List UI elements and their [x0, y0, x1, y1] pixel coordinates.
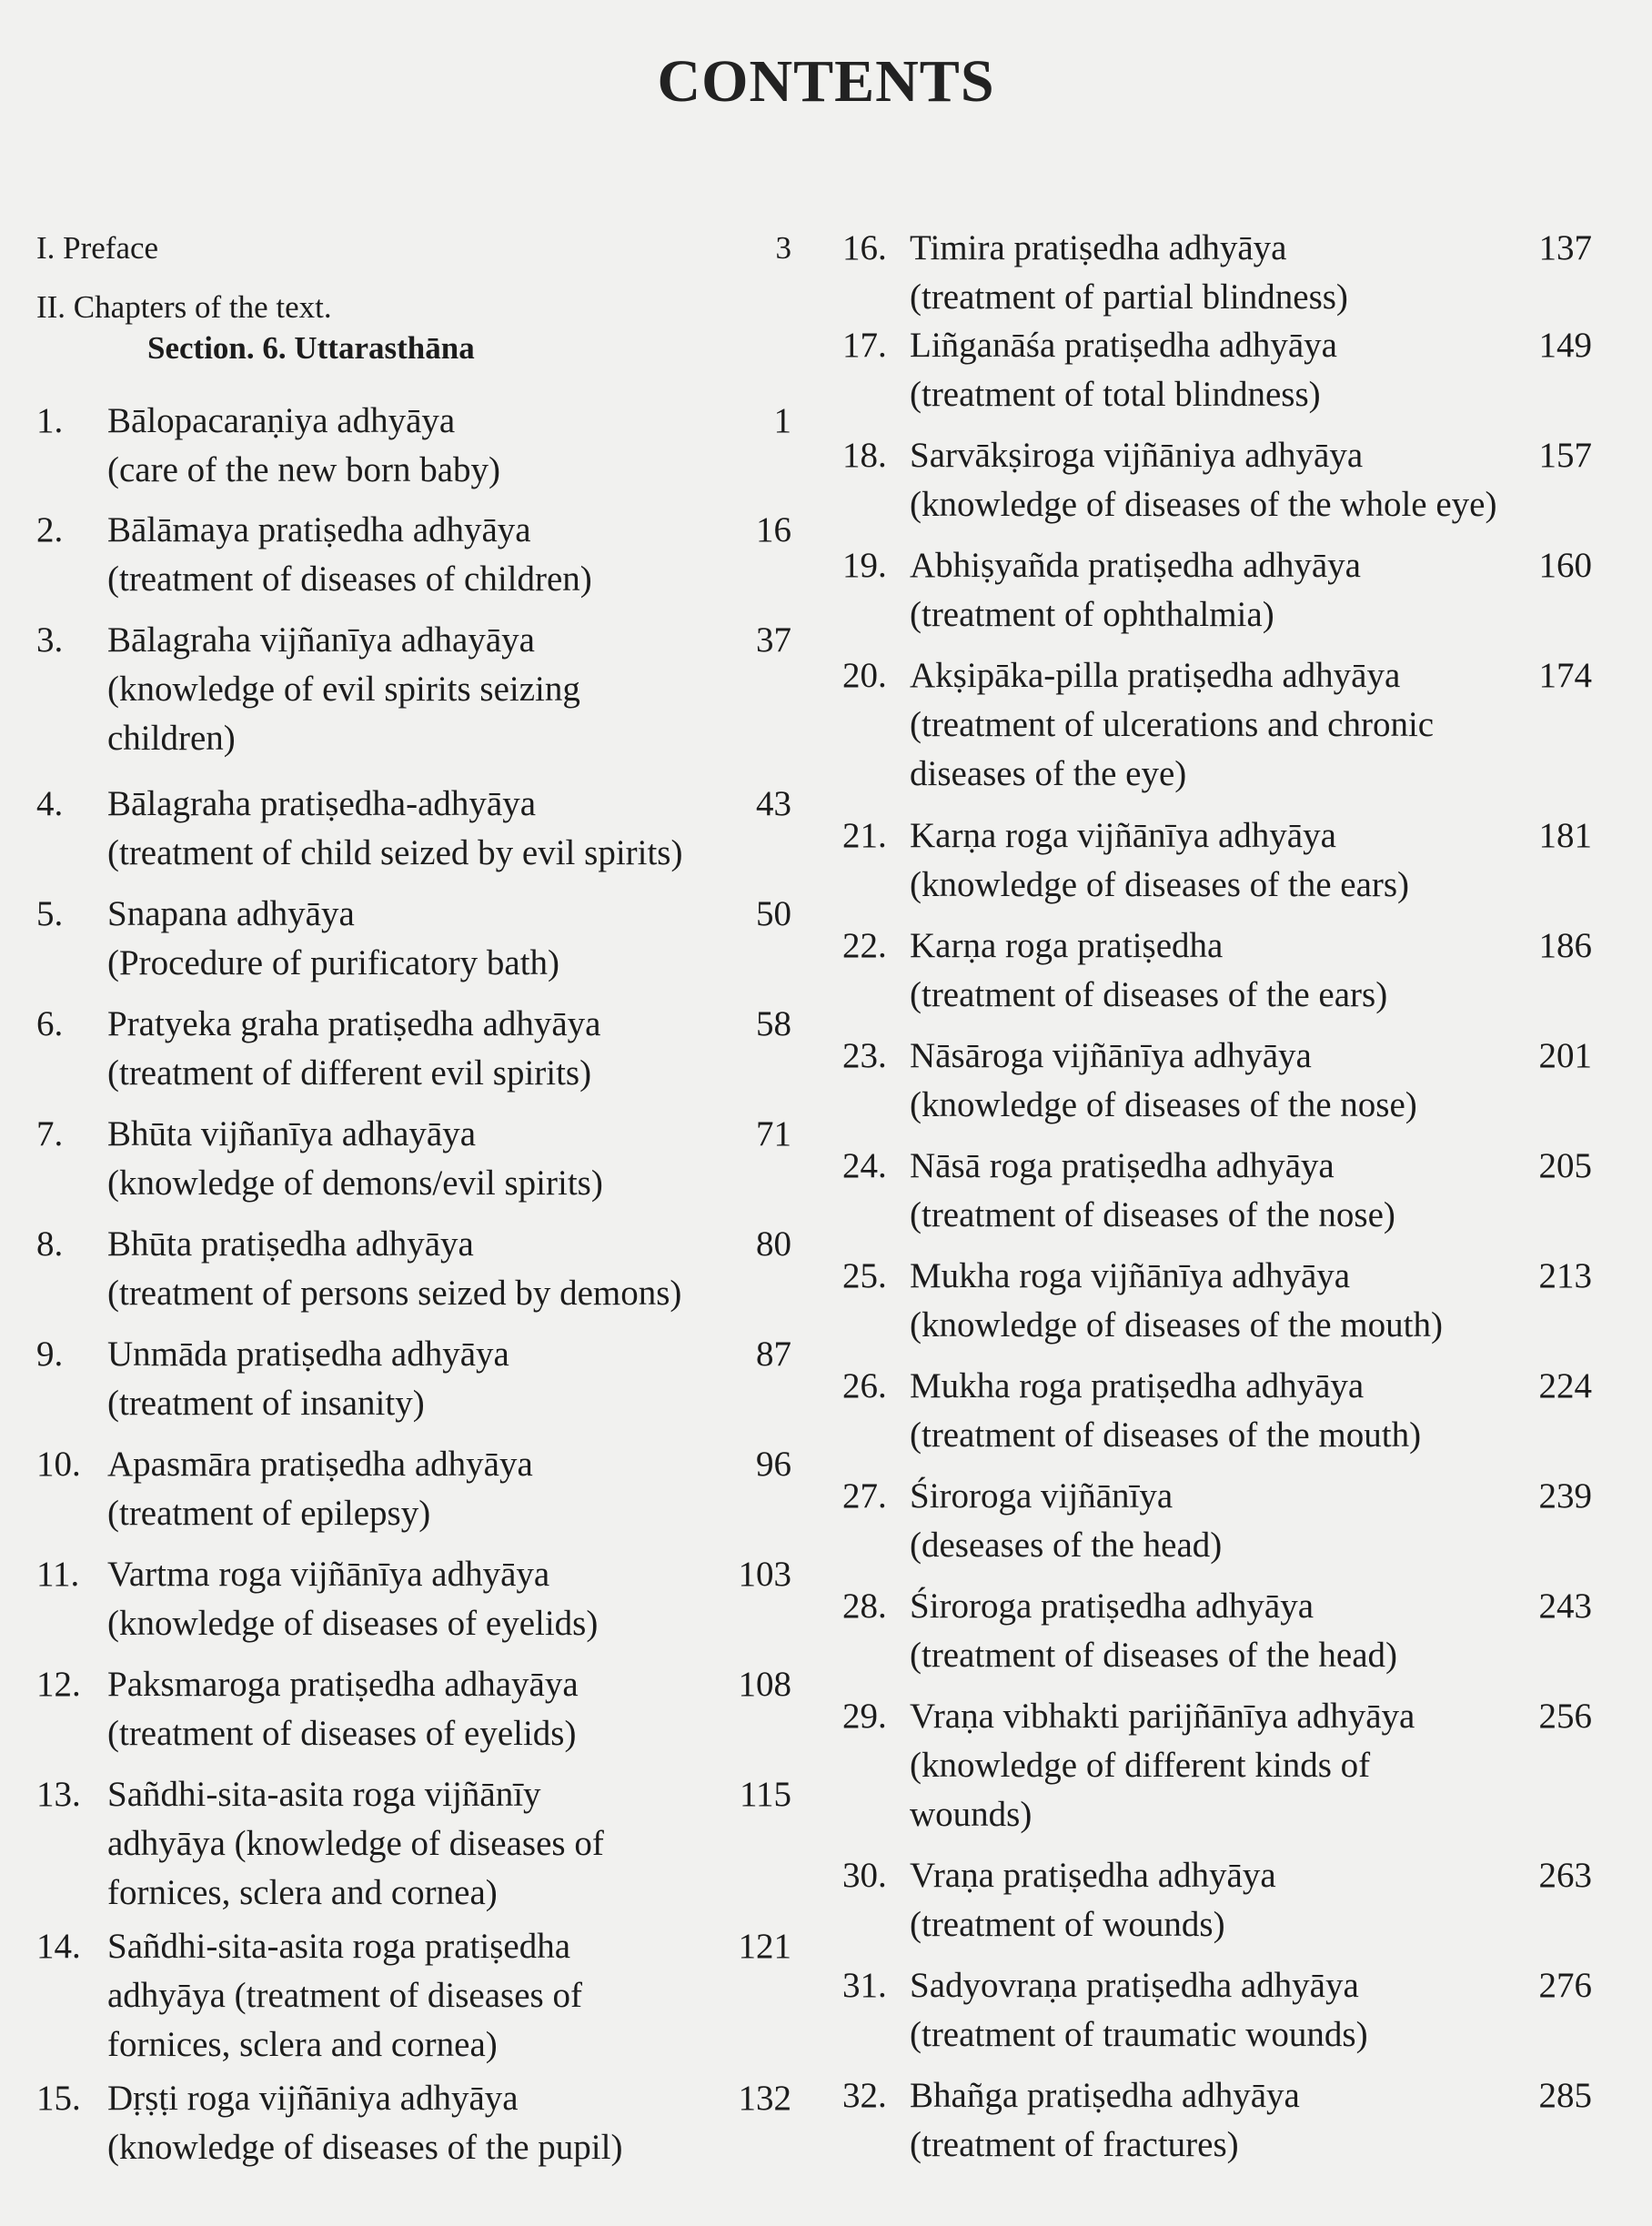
- entry-description: (knowledge of diseases of the pupil): [107, 2128, 623, 2167]
- entry-page-number: 50: [756, 894, 791, 933]
- entry-page-number: 137: [1538, 228, 1592, 267]
- entry-title: Sañdhi-sita-asita roga vijñānīy: [107, 1775, 541, 1814]
- entry-page-number: 160: [1538, 546, 1592, 585]
- entry-page-number: 201: [1538, 1036, 1592, 1075]
- entry-description: (treatment of traumatic wounds): [910, 2015, 1368, 2054]
- entry-number: 29.: [842, 1697, 887, 1736]
- preface-page: 3: [775, 230, 791, 266]
- entry-description: fornices, sclera and cornea): [107, 1873, 498, 1912]
- entry-description: (treatment of ophthalmia): [910, 595, 1274, 634]
- entry-title: Nāsāroga vijñānīya adhyāya: [910, 1036, 1312, 1075]
- entry-number: 25.: [842, 1256, 887, 1295]
- entry-number: 4.: [36, 784, 64, 823]
- entry-title: Bālagraha pratiṣedha-adhyāya: [107, 784, 537, 823]
- entry-page-number: 37: [756, 620, 791, 660]
- entry-title: Vraṇa pratiṣedha adhyāya: [910, 1856, 1276, 1895]
- entry-description: children): [107, 719, 236, 758]
- entry-number: 1.: [36, 401, 64, 440]
- entry-title: Sarvākṣiroga vijñāniya adhyāya: [910, 436, 1364, 475]
- chapters-label: II. Chapters of the text.: [36, 289, 332, 325]
- entry-page-number: 1: [773, 401, 791, 440]
- entry-title: Unmāda pratiṣedha adhyāya: [107, 1335, 509, 1374]
- entry-number: 8.: [36, 1224, 64, 1264]
- entry-page-number: 239: [1538, 1476, 1592, 1516]
- entry-description: (treatment of total blindness): [910, 375, 1321, 414]
- entry-page-number: 181: [1538, 816, 1592, 855]
- entry-title: Karṇa roga vijñānīya adhyāya: [910, 816, 1336, 855]
- entry-page-number: 87: [756, 1335, 791, 1374]
- entry-description: (treatment of wounds): [910, 1905, 1225, 1944]
- entry-number: 17.: [842, 326, 887, 365]
- entry-description: (treatment of diseases of the mouth): [910, 1415, 1422, 1455]
- entry-title: Mukha roga pratiṣedha adhyāya: [910, 1366, 1365, 1405]
- entry-page-number: 205: [1538, 1146, 1592, 1185]
- entry-title: Apasmāra pratiṣedha adhyāya: [107, 1445, 533, 1484]
- entry-description: adhyāya (knowledge of diseases of: [107, 1824, 604, 1863]
- entry-title: Paksmaroga pratiṣedha adhayāya: [107, 1665, 579, 1704]
- entry-description: (treatment of ulcerations and chronic: [910, 705, 1435, 744]
- entry-title: Karṇa roga pratiṣedha: [910, 926, 1224, 965]
- entry-page-number: 96: [756, 1445, 791, 1484]
- entry-number: 12.: [36, 1665, 81, 1704]
- entry-description: (treatment of epilepsy): [107, 1494, 431, 1533]
- entry-number: 21.: [842, 816, 887, 855]
- entry-description: (treatment of diseases of the ears): [910, 975, 1388, 1014]
- entry-number: 27.: [842, 1476, 887, 1516]
- entry-description: (knowledge of different kinds of: [910, 1746, 1371, 1785]
- entry-page-number: 80: [756, 1224, 791, 1264]
- entry-page-number: 224: [1538, 1366, 1592, 1405]
- entry-title: Śiroroga vijñānīya: [910, 1476, 1174, 1516]
- entry-page-number: 71: [756, 1114, 791, 1153]
- entry-description: (treatment of insanity): [107, 1384, 425, 1423]
- entry-description: (knowledge of demons/evil spirits): [107, 1163, 603, 1203]
- entry-number: 28.: [842, 1586, 887, 1626]
- entry-description: (treatment of partial blindness): [910, 277, 1348, 317]
- entry-description: (treatment of diseases of eyelids): [107, 1714, 577, 1753]
- entry-description: wounds): [910, 1795, 1032, 1834]
- entry-description: (Procedure of purificatory bath): [107, 943, 560, 982]
- entry-number: 3.: [36, 620, 64, 660]
- entry-title: Snapana adhyāya: [107, 894, 355, 933]
- entry-description: (care of the new born baby): [107, 450, 501, 489]
- preface-label: I. Preface: [36, 230, 159, 266]
- entry-number: 6.: [36, 1004, 64, 1043]
- entry-number: 10.: [36, 1445, 81, 1484]
- entry-title: Akṣipāka-pilla pratiṣedha adhyāya: [910, 656, 1401, 695]
- entry-description: (knowledge of diseases of the mouth): [910, 1305, 1443, 1345]
- entry-page-number: 285: [1538, 2076, 1592, 2115]
- entry-description: (deseases of the head): [910, 1526, 1223, 1565]
- entry-description: (treatment of different evil spirits): [107, 1053, 592, 1093]
- entry-description: (knowledge of diseases of the nose): [910, 1085, 1417, 1124]
- entry-description: adhyāya (treatment of diseases of: [107, 1976, 582, 2015]
- entry-number: 18.: [842, 436, 887, 475]
- entry-page-number: 103: [738, 1555, 791, 1594]
- entry-title: Timira pratiṣedha adhyāya: [910, 228, 1287, 267]
- entry-title: Mukha roga vijñānīya adhyāya: [910, 1256, 1351, 1295]
- entry-page-number: 121: [738, 1927, 791, 1966]
- entry-number: 15.: [36, 2079, 81, 2118]
- entry-number: 19.: [842, 546, 887, 585]
- entry-title: Pratyeka graha pratiṣedha adhyāya: [107, 1004, 601, 1043]
- entry-description: (treatment of diseases of the head): [910, 1636, 1398, 1675]
- entry-page-number: 58: [756, 1004, 791, 1043]
- entry-title: Sañdhi-sita-asita roga pratiṣedha: [107, 1927, 570, 1966]
- entry-page-number: 108: [738, 1665, 791, 1704]
- entry-number: 5.: [36, 894, 64, 933]
- entry-title: Bhūta pratiṣedha adhyāya: [107, 1224, 474, 1264]
- entry-page-number: 263: [1538, 1856, 1592, 1895]
- entry-title: Nāsā roga pratiṣedha adhyāya: [910, 1146, 1335, 1185]
- entry-number: 9.: [36, 1335, 64, 1374]
- entry-page-number: 174: [1538, 656, 1592, 695]
- entry-description: (treatment of diseases of children): [107, 559, 592, 599]
- entry-title: Bhūta vijñanīya adhayāya: [107, 1114, 477, 1153]
- entry-title: Bhañga pratiṣedha adhyāya: [910, 2076, 1300, 2115]
- entry-title: Vraṇa vibhakti parijñānīya adhyāya: [910, 1697, 1415, 1736]
- entry-description: (treatment of diseases of the nose): [910, 1195, 1395, 1234]
- entry-number: 20.: [842, 656, 887, 695]
- entry-number: 14.: [36, 1927, 81, 1966]
- entry-number: 16.: [842, 228, 887, 267]
- entry-page-number: 243: [1538, 1586, 1592, 1626]
- entry-number: 7.: [36, 1114, 64, 1153]
- entry-description: (knowledge of diseases of eyelids): [107, 1604, 599, 1643]
- entry-title: Sadyovraṇa pratiṣedha adhyāya: [910, 1966, 1359, 2005]
- entry-number: 31.: [842, 1966, 887, 2005]
- entry-number: 23.: [842, 1036, 887, 1075]
- entry-page-number: 213: [1538, 1256, 1592, 1295]
- entry-page-number: 115: [739, 1775, 791, 1814]
- entry-page-number: 256: [1538, 1697, 1592, 1736]
- entry-title: Dṛṣṭi roga vijñāniya adhyāya: [107, 2079, 519, 2118]
- entry-number: 30.: [842, 1856, 887, 1895]
- entry-description: (knowledge of diseases of the ears): [910, 865, 1410, 904]
- entry-page-number: 149: [1538, 326, 1592, 365]
- entry-description: (knowledge of diseases of the whole eye): [910, 485, 1497, 524]
- entry-title: Bālagraha vijñanīya adhayāya: [107, 620, 535, 660]
- entry-description: diseases of the eye): [910, 754, 1187, 793]
- entry-page-number: 132: [738, 2079, 791, 2118]
- entry-page-number: 157: [1538, 436, 1592, 475]
- entry-description: (treatment of persons seized by demons): [107, 1274, 682, 1313]
- entry-title: Bālopacaraṇiya adhyāya: [107, 401, 456, 440]
- entry-title: Bālāmaya pratiṣedha adhyāya: [107, 510, 531, 549]
- entry-number: 24.: [842, 1146, 887, 1185]
- entry-description: (treatment of fractures): [910, 2125, 1239, 2164]
- entry-title: Vartma roga vijñānīya adhyāya: [107, 1555, 550, 1594]
- entry-number: 11.: [36, 1555, 80, 1594]
- page-title: CONTENTS: [657, 48, 995, 115]
- entry-page-number: 186: [1538, 926, 1592, 965]
- section-heading: Section. 6. Uttarasthāna: [147, 330, 475, 366]
- entry-page-number: 276: [1538, 1966, 1592, 2005]
- entry-number: 32.: [842, 2076, 887, 2115]
- entry-number: 22.: [842, 926, 887, 965]
- entry-description: fornices, sclera and cornea): [107, 2025, 498, 2064]
- entry-number: 13.: [36, 1775, 81, 1814]
- entry-page-number: 43: [756, 784, 791, 823]
- entry-page-number: 16: [756, 510, 791, 549]
- entry-number: 2.: [36, 510, 64, 549]
- entry-number: 26.: [842, 1366, 887, 1405]
- entry-description: (knowledge of evil spirits seizing: [107, 670, 580, 709]
- entry-description: (treatment of child seized by evil spirits): [107, 833, 683, 872]
- entry-title: Abhiṣyañda pratiṣedha adhyāya: [910, 546, 1361, 585]
- entry-title: Liñganāśa pratiṣedha adhyāya: [910, 326, 1337, 365]
- entry-title: Śiroroga pratiṣedha adhyāya: [910, 1586, 1315, 1626]
